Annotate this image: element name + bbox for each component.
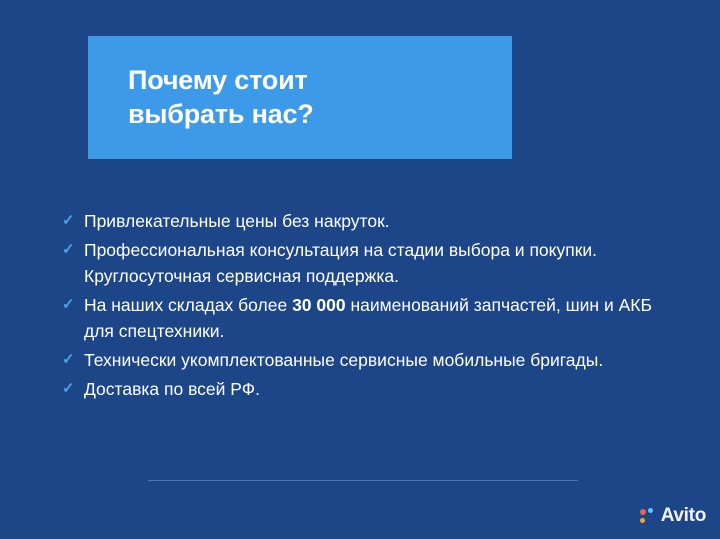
avito-dots-icon	[640, 508, 656, 524]
list-item	[62, 347, 662, 373]
bullet-text-3-part-1: На наших складах более	[84, 295, 293, 315]
check-icon: ✓	[62, 351, 75, 368]
list-item	[62, 208, 662, 234]
bullet-text-3-part-3: наименований запчастей, шин и АКБ для спецтехники.	[84, 295, 652, 341]
list-item	[62, 237, 662, 289]
check-icon: ✓	[62, 380, 75, 397]
bullet-text-1: Привлекательные цены без накруток.	[84, 211, 390, 231]
avito-watermark-label: Avito	[660, 505, 706, 526]
list-item	[62, 376, 662, 402]
title-line-1: Почему стоит	[128, 64, 308, 95]
avito-watermark	[640, 505, 706, 527]
bullet-text-5: Доставка по всей РФ.	[84, 379, 260, 399]
bullet-text-3-highlight: 30 000	[292, 295, 346, 315]
bullet-list	[62, 208, 662, 405]
title-line-2: выбрать нас?	[128, 98, 314, 129]
check-icon: ✓	[62, 212, 75, 229]
check-icon: ✓	[62, 296, 75, 313]
title-box	[88, 36, 512, 159]
list-item	[62, 292, 662, 344]
bullet-text-3	[84, 292, 662, 344]
check-icon: ✓	[62, 241, 75, 258]
divider	[148, 480, 578, 481]
bullet-text-2: Профессиональная консультация на стадии выбора и покупки. Круглосуточная сервисная поддержка.	[84, 240, 598, 286]
bullet-text-4: Технически укомплектованные сервисные мобильные бригады.	[84, 350, 604, 370]
